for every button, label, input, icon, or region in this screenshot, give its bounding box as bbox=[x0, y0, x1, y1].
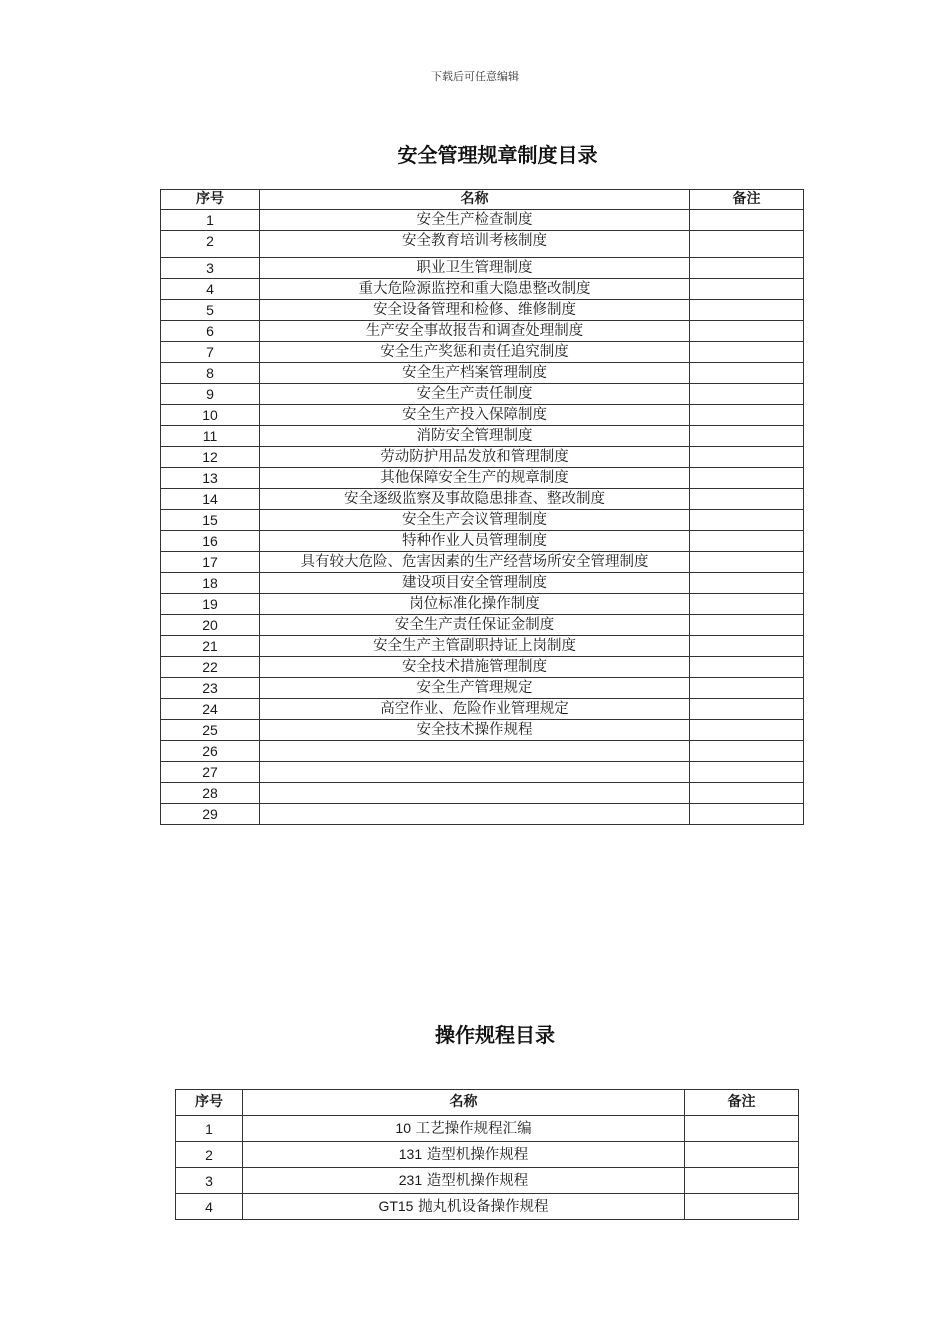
row-number: 24 bbox=[161, 699, 260, 720]
operating-procedures-table bbox=[175, 1089, 799, 1220]
row-number: 2 bbox=[161, 231, 260, 258]
row-name: 岗位标准化操作制度 bbox=[260, 594, 690, 615]
row-name-text: 造型机操作规程 bbox=[426, 1147, 529, 1163]
row-name: 其他保障安全生产的规章制度 bbox=[260, 468, 690, 489]
row-number: 27 bbox=[161, 762, 260, 783]
row-name bbox=[260, 762, 690, 783]
table-row bbox=[176, 1194, 799, 1220]
row-name: 安全技术措施管理制度 bbox=[260, 657, 690, 678]
column-header-name: 名称 bbox=[260, 190, 690, 210]
row-number: 7 bbox=[161, 342, 260, 363]
row-remark bbox=[690, 279, 804, 300]
row-remark bbox=[690, 741, 804, 762]
table-row bbox=[161, 321, 804, 342]
row-number: 22 bbox=[161, 657, 260, 678]
table-row bbox=[161, 636, 804, 657]
row-name: 高空作业、危险作业管理规定 bbox=[260, 699, 690, 720]
row-name: 安全生产责任制度 bbox=[260, 384, 690, 405]
row-name-text: 抛丸机设备操作规程 bbox=[418, 1199, 549, 1215]
row-remark bbox=[690, 573, 804, 594]
row-name: 安全生产主管副职持证上岗制度 bbox=[260, 636, 690, 657]
row-number: 26 bbox=[161, 741, 260, 762]
table-header-row bbox=[161, 190, 804, 210]
row-number: 20 bbox=[161, 615, 260, 636]
row-name: 安全生产管理规定 bbox=[260, 678, 690, 699]
row-remark bbox=[690, 594, 804, 615]
table-row bbox=[161, 573, 804, 594]
row-number: 18 bbox=[161, 573, 260, 594]
table-row bbox=[161, 210, 804, 231]
row-remark bbox=[690, 231, 804, 258]
row-remark bbox=[690, 447, 804, 468]
table-row bbox=[176, 1116, 799, 1142]
table-row bbox=[161, 741, 804, 762]
row-name: 安全生产奖惩和责任追究制度 bbox=[260, 342, 690, 363]
column-header-remark: 备注 bbox=[685, 1090, 799, 1116]
row-remark bbox=[690, 804, 804, 825]
row-name bbox=[243, 1142, 685, 1168]
table-row bbox=[161, 762, 804, 783]
row-remark bbox=[690, 552, 804, 573]
row-name-text: 造型机操作规程 bbox=[426, 1173, 529, 1189]
table-row bbox=[176, 1168, 799, 1194]
row-name: 安全逐级监察及事故隐患排查、整改制度 bbox=[260, 489, 690, 510]
row-name: 安全教育培训考核制度 bbox=[260, 231, 690, 258]
row-number: 4 bbox=[176, 1194, 243, 1220]
table-row bbox=[161, 594, 804, 615]
row-name: 安全生产会议管理制度 bbox=[260, 510, 690, 531]
table-row bbox=[161, 426, 804, 447]
row-number: 3 bbox=[161, 258, 260, 279]
row-name bbox=[260, 804, 690, 825]
row-remark bbox=[690, 426, 804, 447]
row-remark bbox=[690, 342, 804, 363]
row-name: 职业卫生管理制度 bbox=[260, 258, 690, 279]
row-number: 16 bbox=[161, 531, 260, 552]
table-row bbox=[161, 489, 804, 510]
row-name: 生产安全事故报告和调查处理制度 bbox=[260, 321, 690, 342]
table-row bbox=[161, 804, 804, 825]
table-row bbox=[176, 1142, 799, 1168]
column-header-no: 序号 bbox=[176, 1090, 243, 1116]
row-number: 11 bbox=[161, 426, 260, 447]
row-number: 1 bbox=[161, 210, 260, 231]
row-remark bbox=[685, 1194, 799, 1220]
table-row bbox=[161, 720, 804, 741]
table-row bbox=[161, 231, 804, 258]
row-number: 9 bbox=[161, 384, 260, 405]
row-remark bbox=[690, 258, 804, 279]
column-header-remark: 备注 bbox=[690, 190, 804, 210]
row-name: 特种作业人员管理制度 bbox=[260, 531, 690, 552]
row-number: 23 bbox=[161, 678, 260, 699]
table-row bbox=[161, 384, 804, 405]
row-remark bbox=[690, 699, 804, 720]
row-remark bbox=[685, 1116, 799, 1142]
row-number: 2 bbox=[176, 1142, 243, 1168]
row-number: 25 bbox=[161, 720, 260, 741]
row-remark bbox=[690, 363, 804, 384]
row-remark bbox=[685, 1142, 799, 1168]
row-remark bbox=[690, 510, 804, 531]
row-name: 重大危险源监控和重大隐患整改制度 bbox=[260, 279, 690, 300]
row-remark bbox=[690, 489, 804, 510]
column-header-no: 序号 bbox=[161, 190, 260, 210]
row-name bbox=[260, 783, 690, 804]
row-name bbox=[243, 1168, 685, 1194]
safety-rules-table bbox=[160, 189, 804, 825]
row-remark bbox=[690, 210, 804, 231]
row-name: 消防安全管理制度 bbox=[260, 426, 690, 447]
row-remark bbox=[690, 321, 804, 342]
row-number: 6 bbox=[161, 321, 260, 342]
row-name: 安全生产档案管理制度 bbox=[260, 363, 690, 384]
row-name bbox=[243, 1194, 685, 1220]
row-number: 4 bbox=[161, 279, 260, 300]
row-number: 12 bbox=[161, 447, 260, 468]
row-name-code: 131 bbox=[398, 1146, 423, 1162]
table-row bbox=[161, 699, 804, 720]
row-name: 劳动防护用品发放和管理制度 bbox=[260, 447, 690, 468]
row-number: 10 bbox=[161, 405, 260, 426]
row-number: 1 bbox=[176, 1116, 243, 1142]
table-row bbox=[161, 678, 804, 699]
row-number: 15 bbox=[161, 510, 260, 531]
table-row bbox=[161, 447, 804, 468]
table-row bbox=[161, 510, 804, 531]
row-name-code: 10 bbox=[395, 1120, 411, 1136]
row-name: 建设项目安全管理制度 bbox=[260, 573, 690, 594]
table-row bbox=[161, 279, 804, 300]
table-row bbox=[161, 468, 804, 489]
row-remark bbox=[690, 678, 804, 699]
column-header-name: 名称 bbox=[243, 1090, 685, 1116]
row-name-code: 231 bbox=[398, 1172, 423, 1188]
row-remark bbox=[690, 720, 804, 741]
row-remark bbox=[690, 783, 804, 804]
row-number: 19 bbox=[161, 594, 260, 615]
row-name-text: 工艺操作规程汇编 bbox=[415, 1121, 532, 1137]
row-remark bbox=[690, 300, 804, 321]
row-name bbox=[260, 741, 690, 762]
header-note: 下载后可任意编辑 bbox=[431, 70, 519, 83]
row-name: 具有较大危险、危害因素的生产经营场所安全管理制度 bbox=[260, 552, 690, 573]
row-remark bbox=[690, 405, 804, 426]
row-name bbox=[243, 1116, 685, 1142]
table-row bbox=[161, 258, 804, 279]
row-remark bbox=[690, 636, 804, 657]
table-row bbox=[161, 657, 804, 678]
row-remark bbox=[690, 762, 804, 783]
table-row bbox=[161, 531, 804, 552]
row-number: 8 bbox=[161, 363, 260, 384]
row-name: 安全生产投入保障制度 bbox=[260, 405, 690, 426]
row-number: 17 bbox=[161, 552, 260, 573]
row-number: 13 bbox=[161, 468, 260, 489]
row-remark bbox=[685, 1168, 799, 1194]
row-name: 安全生产责任保证金制度 bbox=[260, 615, 690, 636]
table-row bbox=[161, 783, 804, 804]
table-row bbox=[161, 615, 804, 636]
row-number: 21 bbox=[161, 636, 260, 657]
table-row bbox=[161, 363, 804, 384]
row-remark bbox=[690, 468, 804, 489]
row-number: 29 bbox=[161, 804, 260, 825]
row-name: 安全生产检查制度 bbox=[260, 210, 690, 231]
row-remark bbox=[690, 531, 804, 552]
row-remark bbox=[690, 615, 804, 636]
row-number: 28 bbox=[161, 783, 260, 804]
table-row bbox=[161, 300, 804, 321]
row-remark bbox=[690, 384, 804, 405]
operating-procedures-title: 操作规程目录 bbox=[435, 1023, 555, 1047]
row-name-code: GT15 bbox=[378, 1198, 414, 1214]
safety-rules-title: 安全管理规章制度目录 bbox=[397, 143, 598, 167]
table-header-row bbox=[176, 1090, 799, 1116]
row-number: 14 bbox=[161, 489, 260, 510]
row-number: 3 bbox=[176, 1168, 243, 1194]
row-name: 安全设备管理和检修、维修制度 bbox=[260, 300, 690, 321]
table-row bbox=[161, 342, 804, 363]
row-name: 安全技术操作规程 bbox=[260, 720, 690, 741]
table-row bbox=[161, 552, 804, 573]
table-row bbox=[161, 405, 804, 426]
row-number: 5 bbox=[161, 300, 260, 321]
row-remark bbox=[690, 657, 804, 678]
